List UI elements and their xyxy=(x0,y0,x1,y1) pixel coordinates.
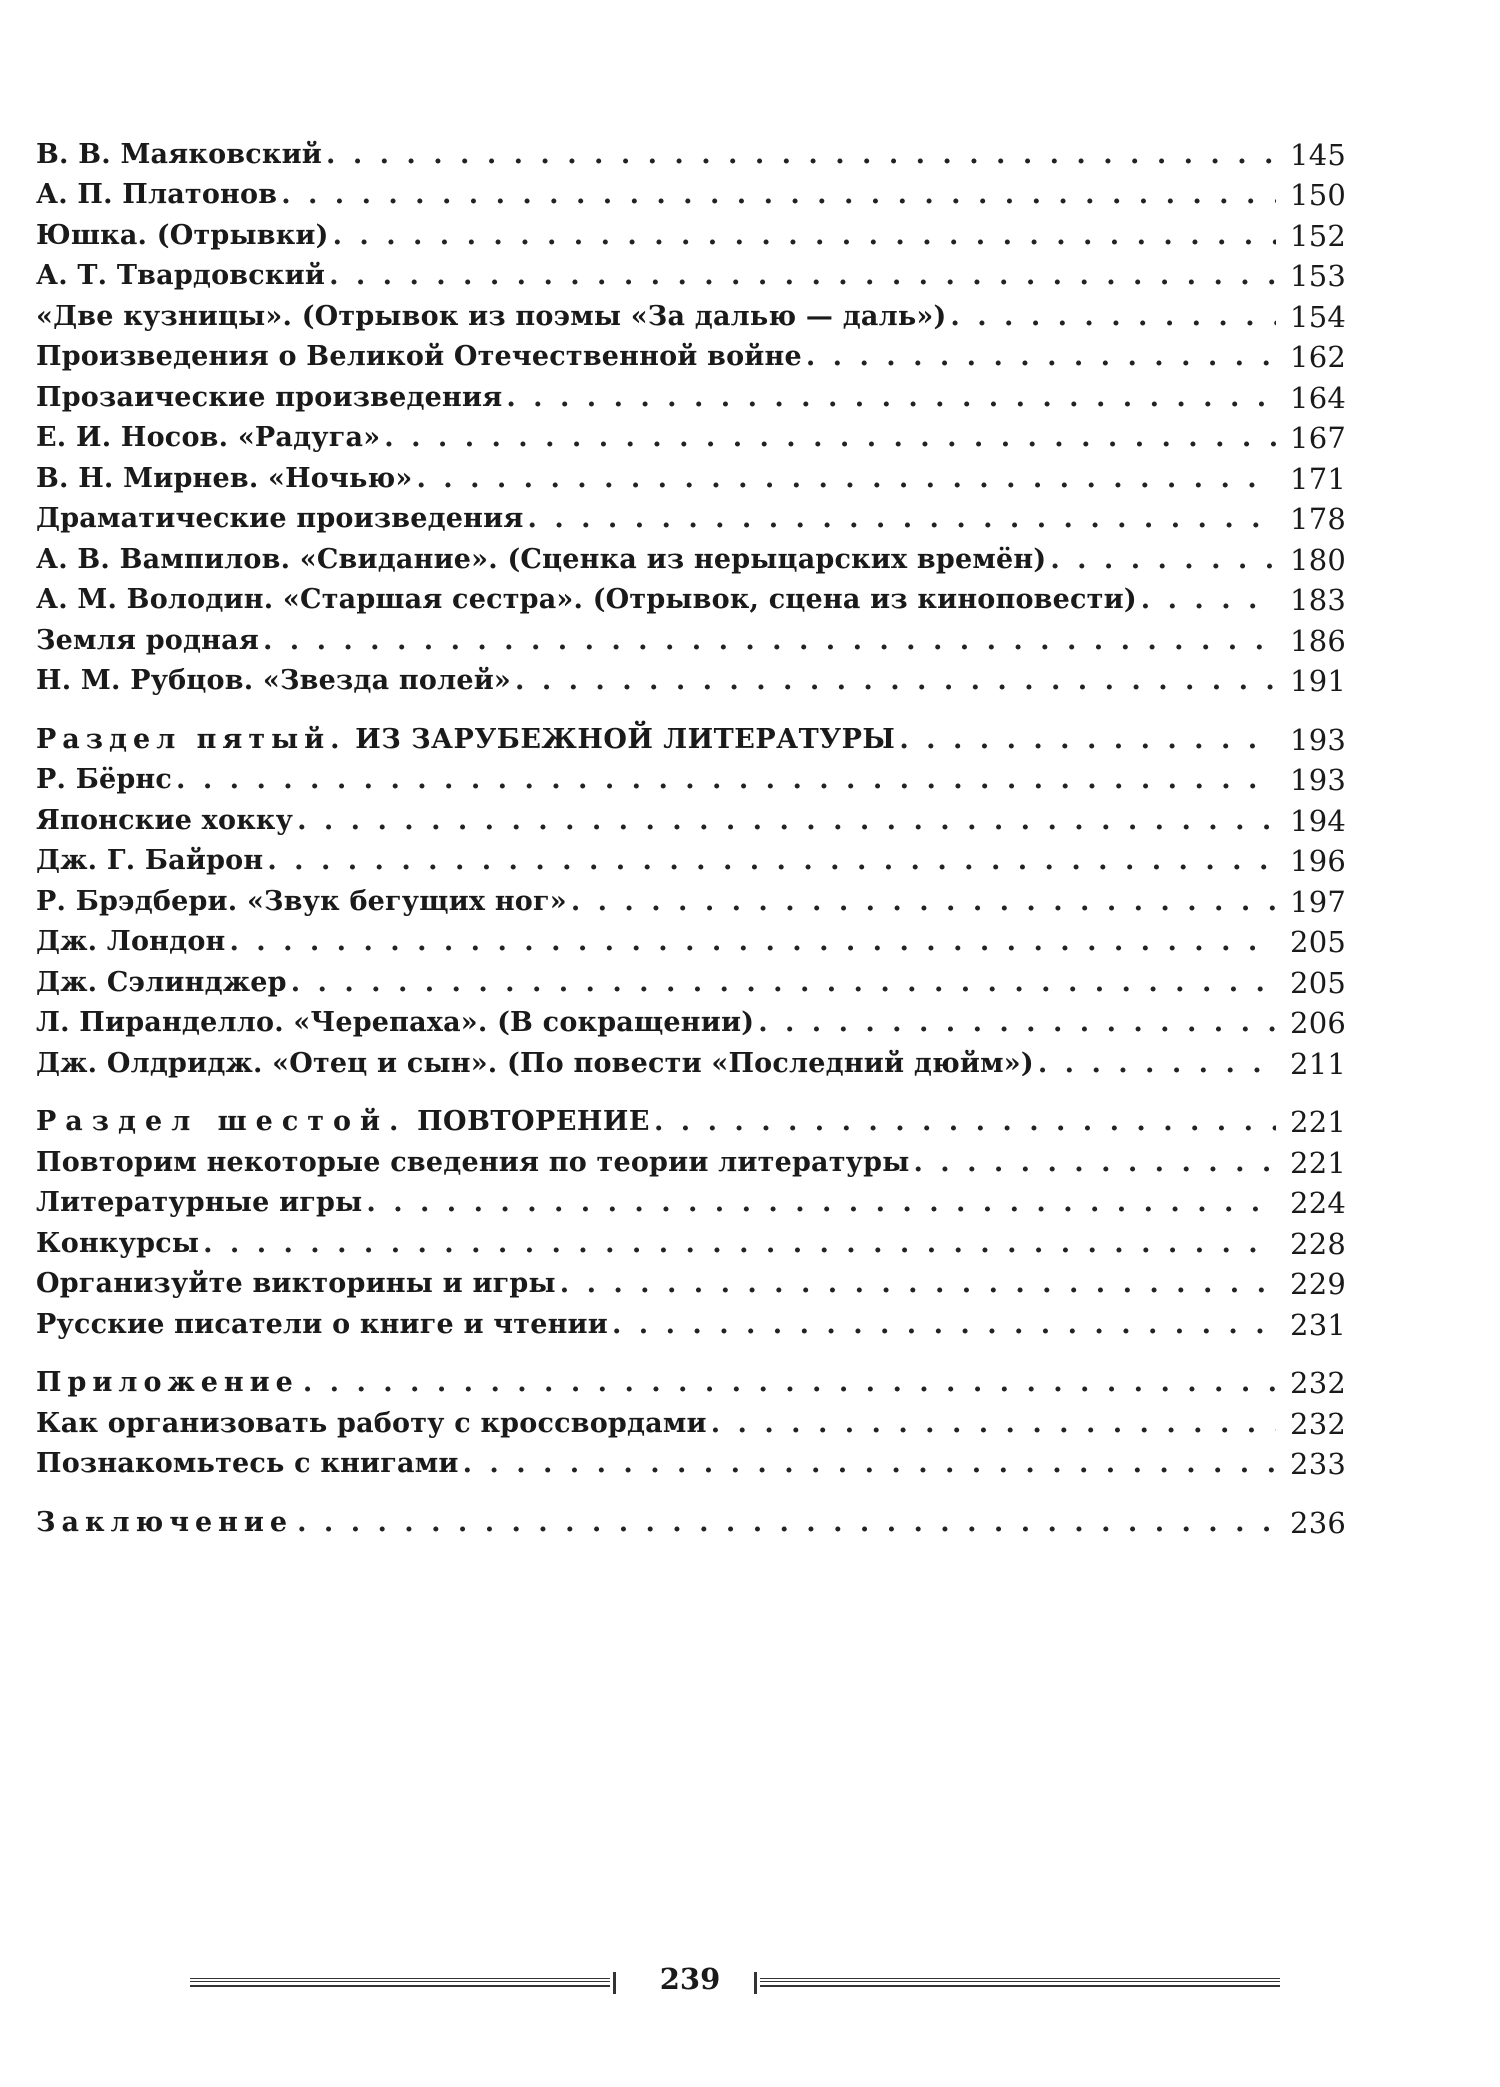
toc-group-4 xyxy=(36,1403,1346,1484)
dot-leader xyxy=(571,882,1276,922)
toc-entry-title: В. Н. Мирнев. «Ночью» xyxy=(36,462,413,494)
dot-leader xyxy=(612,1305,1276,1345)
toc-group-2 xyxy=(36,760,1346,1084)
toc-entry-title: Литературные игры xyxy=(36,1187,363,1218)
toc-entry xyxy=(36,620,1346,661)
dot-leader xyxy=(758,1003,1276,1043)
toc-group-3 xyxy=(36,1142,1346,1345)
toc-entry xyxy=(36,377,1346,418)
dot-leader xyxy=(1141,580,1276,620)
dot-leader xyxy=(281,175,1276,215)
dot-leader xyxy=(463,1444,1276,1484)
toc-entry xyxy=(36,760,1346,801)
toc-entry-title: Японские хокку xyxy=(36,804,294,836)
page-number: 171 xyxy=(1290,461,1346,496)
section-gap xyxy=(36,1084,1346,1102)
page-number: 191 xyxy=(1290,664,1346,698)
toc-entry xyxy=(36,499,1346,540)
toc-entry xyxy=(36,1444,1346,1485)
page-number: 211 xyxy=(1290,1046,1346,1081)
toc-entry-title: Дж. Лондон xyxy=(36,926,226,957)
conclusion-title: Заключение xyxy=(36,1506,294,1538)
dot-leader xyxy=(1050,540,1276,580)
toc-entry-title: Познакомьтесь с книгами xyxy=(36,1448,459,1479)
page-number: 221 xyxy=(1290,1145,1346,1180)
page-number: 183 xyxy=(1290,583,1346,617)
page-number: 186 xyxy=(1290,623,1346,658)
toc-appendix xyxy=(36,1363,1346,1404)
section-label: Раздел пятый. xyxy=(36,723,346,755)
toc-entry xyxy=(36,800,1346,841)
page-number: 178 xyxy=(1290,502,1346,536)
toc-entry xyxy=(36,296,1346,337)
toc-entry xyxy=(36,1142,1346,1183)
dot-leader xyxy=(263,621,1276,661)
dot-leader xyxy=(366,1183,1276,1223)
dot-leader xyxy=(229,922,1276,962)
toc-entry-title: Н. М. Рубцов. «Звезда полей» xyxy=(36,665,512,696)
dot-leader xyxy=(267,841,1276,881)
toc-entry xyxy=(36,1264,1346,1305)
section-label: Раздел шестой. xyxy=(36,1106,408,1137)
section-gap xyxy=(36,1484,1346,1502)
page-number: 229 xyxy=(1290,1267,1346,1301)
page-number: 224 xyxy=(1290,1186,1346,1220)
table-of-contents xyxy=(36,134,1346,1543)
page-number: 150 xyxy=(1290,178,1346,212)
dot-leader xyxy=(291,963,1276,1003)
toc-entry xyxy=(36,1003,1346,1044)
toc-entry xyxy=(36,175,1346,216)
toc-entry-title: Е. И. Носов. «Радуга» xyxy=(36,422,381,453)
toc-entry-title: В. В. Маяковский xyxy=(36,138,323,170)
toc-entry xyxy=(36,539,1346,580)
dot-leader xyxy=(303,1363,1276,1403)
toc-entry xyxy=(36,418,1346,459)
toc-entry-title: Дж. Олдридж. «Отец и сын». (По повести «Последний дюйм») xyxy=(36,1047,1034,1079)
footer-rule-left xyxy=(190,1978,610,1987)
dot-leader xyxy=(329,256,1276,296)
page-number: 221 xyxy=(1290,1105,1346,1139)
toc-entry xyxy=(36,881,1346,922)
toc-entry-title: Дж. Сэлинджер xyxy=(36,966,287,998)
toc-entry-title: Произведения о Великой Отечественной войне xyxy=(36,341,802,372)
dot-leader xyxy=(913,1143,1276,1183)
toc-entry-title: Р. Брэдбери. «Звук бегущих ног» xyxy=(36,885,567,917)
footer-rule-right xyxy=(760,1978,1280,1987)
page-number: 196 xyxy=(1290,844,1346,878)
dot-leader xyxy=(506,378,1276,418)
toc-entry xyxy=(36,1223,1346,1264)
page-number: 145 xyxy=(1290,137,1346,172)
dot-leader xyxy=(326,135,1276,175)
section-name: ПОВТОРЕНИЕ xyxy=(417,1106,650,1137)
toc-entry-title: Прозаические произведения xyxy=(36,381,503,413)
dot-leader xyxy=(384,418,1276,458)
toc-section-title xyxy=(36,1102,650,1142)
toc-entry-title: Русские писатели о книге и чтении xyxy=(36,1308,608,1340)
toc-entry-title: Конкурсы xyxy=(36,1227,200,1259)
toc-entry xyxy=(36,458,1346,499)
toc-entry-title: Юшка. (Отрывки) xyxy=(36,219,329,251)
page-number: 193 xyxy=(1290,722,1346,757)
page-number: 164 xyxy=(1290,380,1346,415)
dot-leader xyxy=(899,720,1276,760)
footer-page-number: 239 xyxy=(659,1962,721,1996)
toc-entry-title: Как организовать работу с кроссвордами xyxy=(36,1407,707,1439)
page-number: 232 xyxy=(1290,1406,1346,1441)
dot-leader xyxy=(1038,1044,1276,1084)
section-gap xyxy=(36,701,1346,719)
toc-section-title xyxy=(36,720,895,760)
page-footer xyxy=(0,1962,1500,2002)
dot-leader xyxy=(654,1102,1276,1142)
page-number: 180 xyxy=(1290,542,1346,577)
page-number: 197 xyxy=(1290,884,1346,919)
page-number: 152 xyxy=(1290,218,1346,253)
toc-entry-title: Р. Бёрнс xyxy=(36,764,173,795)
page-number: 194 xyxy=(1290,803,1346,838)
dot-leader xyxy=(528,499,1276,539)
dot-leader xyxy=(297,801,1276,841)
dot-leader xyxy=(416,459,1276,499)
toc-entry-title: А. П. Платонов xyxy=(36,179,278,210)
toc-entry-title: Драматические произведения xyxy=(36,503,524,534)
page-number: 236 xyxy=(1290,1505,1346,1540)
section-name: ИЗ ЗАРУБЕЖНОЙ ЛИТЕРАТУРЫ xyxy=(355,723,896,755)
dot-leader xyxy=(560,1264,1276,1304)
toc-entry-title: Организуйте викторины и игры xyxy=(36,1268,556,1299)
dot-leader xyxy=(515,661,1276,701)
toc-entry xyxy=(36,337,1346,378)
toc-entry xyxy=(36,580,1346,621)
toc-entry-title: Л. Пиранделло. «Черепаха». (В сокращении) xyxy=(36,1007,755,1038)
toc-entry-title: «Две кузницы». (Отрывок из поэмы «За далью — даль») xyxy=(36,300,947,332)
page-number: 167 xyxy=(1290,421,1346,455)
toc-entry-title: А. М. Володин. «Старшая сестра». (Отрывок, сцена из киноповести) xyxy=(36,584,1137,615)
dot-leader xyxy=(333,216,1276,256)
toc-group-1 xyxy=(36,134,1346,701)
dot-leader xyxy=(176,760,1276,800)
toc-entry-title: Повторим некоторые сведения по теории литературы xyxy=(36,1146,910,1178)
dot-leader xyxy=(950,297,1276,337)
toc-entry xyxy=(36,256,1346,297)
toc-entry xyxy=(36,1304,1346,1345)
page-number: 153 xyxy=(1290,259,1346,293)
dot-leader xyxy=(806,337,1276,377)
toc-entry-title: А. Т. Твардовский xyxy=(36,260,326,291)
section-gap xyxy=(36,1345,1346,1363)
toc-entry xyxy=(36,661,1346,702)
toc-entry xyxy=(36,1403,1346,1444)
page-number: 162 xyxy=(1290,340,1346,374)
page-number: 206 xyxy=(1290,1006,1346,1040)
page-number: 205 xyxy=(1290,925,1346,959)
toc-entry xyxy=(36,134,1346,175)
page-number: 154 xyxy=(1290,299,1346,334)
toc-entry-title: А. В. Вампилов. «Свидание». (Сценка из нерыцарских времён) xyxy=(36,543,1047,575)
dot-leader xyxy=(203,1224,1276,1264)
toc-entry-title: Дж. Г. Байрон xyxy=(36,845,264,876)
dot-leader xyxy=(297,1503,1276,1543)
toc-entry xyxy=(36,215,1346,256)
page-number: 231 xyxy=(1290,1307,1346,1342)
page-number: 193 xyxy=(1290,763,1346,797)
page-number: 205 xyxy=(1290,965,1346,1000)
page-number: 233 xyxy=(1290,1447,1346,1481)
page-number: 228 xyxy=(1290,1226,1346,1261)
toc-section-6 xyxy=(36,1102,1346,1143)
toc-section-5 xyxy=(36,719,1346,760)
page-number: 232 xyxy=(1290,1366,1346,1400)
toc-entry xyxy=(36,841,1346,882)
toc-entry xyxy=(36,922,1346,963)
toc-entry xyxy=(36,1043,1346,1084)
dot-leader xyxy=(711,1404,1276,1444)
toc-entry xyxy=(36,962,1346,1003)
toc-entry-title: Земля родная xyxy=(36,624,259,656)
toc-entry xyxy=(36,1183,1346,1224)
toc-conclusion xyxy=(36,1502,1346,1543)
appendix-title: Приложение xyxy=(36,1367,299,1398)
